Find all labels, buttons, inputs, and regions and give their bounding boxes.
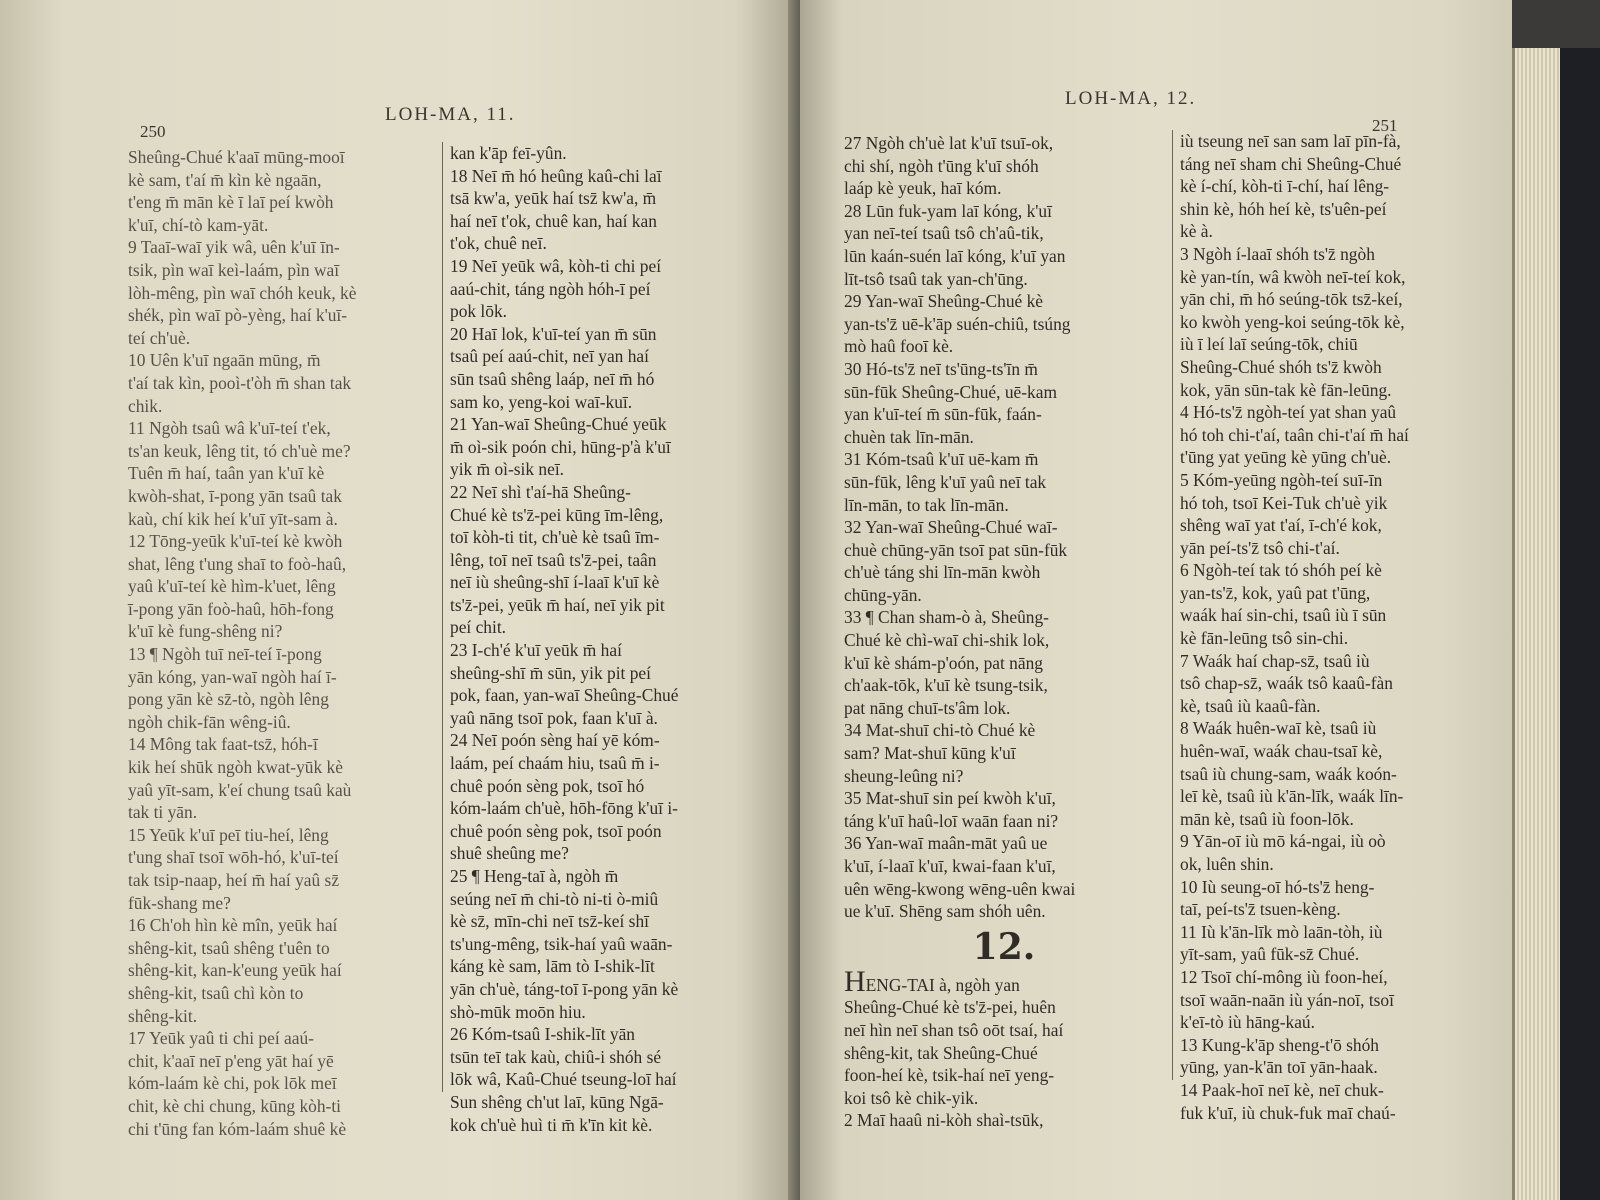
text-line: ko kwòh yeng-koi seúng-tōk kè, (1180, 311, 1405, 332)
text-line: sam? Mat-shuī kūng k'uī (844, 743, 1016, 764)
text-line: waák haí sin-chi, tsaû iù ī sūn (1180, 605, 1387, 626)
text-line: 9 Yān-oī iù mō ká-ngai, iù oò (1180, 831, 1386, 852)
text-line: káng kè sam, lām tò I-shik-līt (450, 956, 655, 977)
text-line: kaù, chí kik heí k'uī yīt-sam à. (128, 508, 338, 529)
text-line: neī iù sheûng-shī í-laaī k'uī kè (450, 572, 660, 593)
text-line: lōk wâ, Kaû-Chué tseung-loī haí (450, 1069, 677, 1090)
text-line: 7 Waák haí chap-sz̄, tsaû iù (1180, 650, 1370, 671)
page-number-left: 250 (140, 122, 166, 141)
text-line: 13 Kung-k'āp sheng-t'ō shóh (1180, 1034, 1379, 1055)
text-line: fūk-shang me? (128, 892, 231, 913)
text-line-rest: ENG-TAI à, ngòh yan (865, 974, 1020, 995)
text-line: 11 Iù k'ān-līk mò laān-tòh, iù (1180, 921, 1383, 942)
text-line: tsaû iù chung-sam, waák koón- (1180, 763, 1397, 784)
text-line: 36 Yan-waī maân-māt yaû ue (844, 833, 1048, 854)
chapter-number: 12. (972, 925, 1036, 968)
text-line: 19 Neī yeūk wâ, kòh-ti chi peí (450, 255, 662, 276)
text-line: huên-waī, waák chau-tsaī kè, (1180, 741, 1383, 762)
text-line: 25 ¶ Heng-taī à, ngòh m̄ (450, 866, 619, 886)
text-line: tsoī waān-naān iù yán-noī, tsoī (1180, 989, 1394, 1010)
text-line: chuê poón sèng pok, tsoī poón (450, 820, 662, 841)
text-line: shêng-kit, tak Sheûng-Chué (844, 1042, 1038, 1063)
text-line: Chué kè ts'z̄-pei kūng īm-lêng, (450, 504, 664, 525)
text-line: 35 Mat-shuī sin peí kwòh k'uī, (844, 788, 1056, 809)
text-line: tak ti yān. (128, 802, 198, 823)
text-line: pat nāng chuī-ts'âm lok. (844, 697, 1011, 718)
text-line: hó toh, tsoī Kei-Tuk ch'uè yik (1180, 492, 1388, 513)
text-line: haí neī t'ok, chuê kan, haí kan (450, 210, 657, 231)
text-line: 8 Waák huên-waī kè, tsaû iù (1180, 718, 1377, 739)
text-line: iù ī leí laī seúng-tōk, chiū (1180, 334, 1358, 355)
text-line: 24 Neī poón sèng haí yē kóm- (450, 730, 660, 751)
text-line: ts'an keuk, lêng tit, tó ch'uè me? (128, 440, 351, 461)
text-line: ts'ung-mêng, tsik-haí yaû waān- (450, 933, 673, 954)
text-line: 9 Taaī-waī yik wâ, uên k'uī īn- (128, 237, 340, 258)
text-line: kik heí shūk ngòh kwat-yūk kè (128, 757, 343, 778)
text-line: laám, peí chaám hiu, tsaû m̄ i- (450, 753, 660, 774)
text-line: 14 Mông tak faat-tsz̄, hóh-ī (128, 734, 318, 755)
text-line: tsik, pìn waī keì-laám, pìn waī (128, 259, 340, 280)
page-number-right: 251 (1372, 116, 1398, 135)
book-cover (1560, 48, 1600, 1200)
text-line: k'uī, í-laaī k'uī, kwai-faan k'uī, (844, 856, 1056, 876)
text-line: 10 Uên k'uī ngaān mūng, m̄ (128, 350, 321, 371)
text-line: chi t'ūng fan kóm-laám shuê kè (128, 1118, 347, 1139)
text-line: taī, peí-ts'z̄ tsuen-kèng. (1180, 899, 1341, 920)
text-line: līn-mān, to tak līn-mān. (844, 494, 1009, 515)
text-line: shêng-kit, kan-k'eung yeūk haí (128, 960, 342, 981)
text-line: seúng neī m̄ chi-tò ni-ti ò-miû (450, 888, 659, 909)
text-line: shêng-kit, tsaû shêng t'uên to (128, 937, 330, 958)
text-line: ue k'uī. Shēng sam shóh uên. (844, 901, 1046, 922)
text-line: aaú-chit, táng ngòh hóh-ī peí (450, 278, 651, 299)
text-line (844, 964, 1164, 998)
text-line: k'uī kè shám-p'oón, pat nāng (844, 652, 1043, 673)
text-line: chik. (128, 395, 163, 416)
right-column-1-verses (844, 132, 1164, 923)
text-line: lêng, toī neī tsaû ts'z̄-pei, taân (450, 549, 657, 570)
text-line: tsā kw'a, yeūk haí tsz̄ kw'a, m̄ (450, 188, 657, 209)
text-line: leī kè, tsaû iù k'ān-līk, waák līn- (1180, 786, 1404, 807)
text-line: 18 Neī m̄ hó heûng kaû-chi laī (450, 165, 662, 186)
text-line: yūng, yan-k'ān toī yān-haak. (1180, 1057, 1378, 1078)
text-line: kwòh-shat, ī-pong yān tsaû tak (128, 485, 342, 506)
text-line: sheung-leûng ni? (844, 765, 964, 786)
text-line: 16 Ch'oh hìn kè mîn, yeūk haí (128, 915, 338, 936)
text-line: yan-ts'z̄ uē-k'āp suén-chiû, tsúng (844, 313, 1071, 334)
text-line: kè sz̄, mīn-chi neī tsz̄-keí shī (450, 911, 649, 932)
text-line: pok lōk. (450, 301, 508, 322)
text-line: 6 Ngòh-teí tak tó shóh peí kè (1180, 560, 1382, 581)
running-head-right: LOH-MA, 12. (1065, 88, 1197, 109)
text-line: koi tsô kè chik-yik. (844, 1087, 979, 1108)
text-line: shat, lêng t'ung shaī to foò-haû, (128, 553, 347, 574)
text-line: yaû yīt-sam, k'eí chung tsaû kaù (128, 779, 352, 800)
text-line: kok, yān sūn-tak kè fān-leūng. (1180, 379, 1392, 400)
text-line: t'ung shaī tsoī wōh-hó, k'uī-teí (128, 847, 339, 868)
text-line: Tuên m̄ haí, taân yan k'uī kè (128, 463, 325, 484)
text-line: 14 Paak-hoī neī kè, neī chuk- (1180, 1079, 1384, 1100)
text-line: yān peí-ts'z̄ tsô chi-t'aí. (1180, 537, 1340, 558)
text-line: chūng-yān. (844, 584, 922, 605)
text-line: 10 Iù seung-oī hó-ts'z̄ heng- (1180, 876, 1375, 897)
left-column-1 (128, 146, 438, 1140)
text-line: kè fān-leūng tsô sin-chi. (1180, 628, 1349, 649)
text-line: 29 Yan-waī Sheûng-Chué kè (844, 291, 1044, 312)
text-line: 33 ¶ Chan sham-ò à, Sheûng- (844, 607, 1049, 628)
text-line: kan k'āp feī-yûn. (450, 143, 567, 163)
text-line: t'ok, chuê neī. (450, 233, 547, 254)
text-line: 27 Ngòh ch'uè lat k'uī tsuī-ok, (844, 133, 1054, 153)
text-line: mān kè, tsaû iù foon-lōk. (1180, 808, 1354, 829)
right-column-2 (1180, 130, 1505, 1124)
text-line: sam ko, yeng-koi waī-kuī. (450, 391, 633, 412)
text-line: tak tsip-naap, heí m̄ haí yaû sz̄ (128, 870, 340, 890)
text-line: 32 Yan-waī Sheûng-Chué waī- (844, 517, 1058, 538)
text-line: ch'uè táng shi līn-mān kwòh (844, 562, 1041, 583)
text-line: pong yān kè sz̄-tò, ngòh lêng (128, 689, 329, 710)
text-line: shêng-kit. (128, 1005, 198, 1026)
text-line: 11 Ngòh tsaû wâ k'uī-teí t'ek, (128, 418, 331, 439)
text-line: tsô chap-sz̄, waák tsô kaaû-fàn (1180, 673, 1393, 694)
text-line: yan k'uī-teí m̄ sūn-fūk, faán- (844, 404, 1042, 425)
text-line: 12 Tōng-yeūk k'uī-teí kè kwòh (128, 531, 343, 552)
text-line: k'uī, chí-tò kam-yāt. (128, 214, 269, 235)
text-line: 26 Kóm-tsaû I-shik-līt yān (450, 1024, 635, 1045)
text-line: chit, k'aaī neī p'eng yāt haí yē (128, 1050, 334, 1071)
text-line: sūn-fūk, lêng k'uī yaû neī tak (844, 471, 1047, 492)
text-line: Sheûng-Chué k'aaī mūng-mooī (128, 147, 345, 167)
text-line: kok ch'uè huì ti m̄ k'īn kit kè. (450, 1114, 653, 1135)
text-line: 34 Mat-shuī chi-tò Chué kè (844, 720, 1036, 741)
text-line: hó toh chi-t'aí, taân chi-t'aí m̄ haí (1180, 424, 1409, 445)
chapter-12-opening (844, 964, 1164, 1132)
right-page (800, 0, 1512, 1200)
text-line: ch'aak-tōk, k'uī kè tsung-tsik, (844, 675, 1048, 696)
text-line: táng neī sham chi Sheûng-Chué (1180, 153, 1402, 174)
text-line: m̄ oì-sik poón chi, hūng-p'à k'uī (450, 436, 671, 457)
text-line: táng k'uī haû-loī waān faan ni? (844, 810, 1059, 831)
text-line: toī kòh-ti tit, ch'uè kè tsaû īm- (450, 527, 660, 548)
text-line: shêng-kit, tsaû chì kòn to (128, 982, 304, 1003)
text-line: t'aí tak kìn, pooì-t'òh m̄ shan tak (128, 372, 352, 393)
text-line: 13 ¶ Ngòh tuī neī-teí ī-pong (128, 644, 322, 665)
text-line: teí ch'uè. (128, 327, 191, 348)
text-line: kè yan-tín, wâ kwòh neī-teí kok, (1180, 266, 1406, 287)
text-line: 2 Maī haaû ni-kòh shaì-tsūk, (844, 1110, 1044, 1131)
text-line: Sun shêng ch'ut laī, kūng Ngā- (450, 1091, 664, 1112)
text-line: yan-ts'z̄, kok, yaû pat t'ūng, (1180, 582, 1371, 603)
text-line: pok, faan, yan-waī Sheûng-Chué (450, 685, 679, 706)
text-line: 15 Yeūk k'uī peī tiu-heí, lêng (128, 824, 329, 845)
text-line: līt-tsô tsaû tak yan-ch'ūng. (844, 268, 1028, 289)
text-line: laáp kè yeuk, haī kóm. (844, 178, 1002, 199)
drop-cap: H (844, 964, 866, 998)
text-line: shuê sheûng me? (450, 843, 569, 864)
text-line: sūn tsaû shêng laáp, neī m̄ hó (450, 368, 655, 389)
text-line: shin kè, hóh heí kè, ts'uên-peí (1180, 198, 1387, 219)
text-line: 5 Kóm-yeūng ngòh-teí suī-īn (1180, 469, 1383, 490)
text-line: tsaû peí aaú-chit, neī yan haí (450, 346, 649, 367)
text-line: yaû nāng tsoī pok, faan k'uī à. (450, 707, 658, 728)
text-line: 23 I-ch'é k'uī yeūk m̄ haí (450, 640, 622, 661)
text-line: kè sam, t'aí m̄ kìn kè ngaān, (128, 169, 322, 190)
text-line: yan neī-teí tsaû tsô ch'aû-tik, (844, 223, 1044, 244)
text-line: peí chit. (450, 617, 507, 638)
text-line: kóm-laám kè chi, pok lōk meī (128, 1073, 337, 1094)
text-line: kè, tsaû iù kaaû-fàn. (1180, 695, 1321, 716)
text-line: yīt-sam, yaû fūk-sz̄ Chué. (1180, 944, 1360, 965)
text-line: sūn-fūk Sheûng-Chué, uē-kam (844, 381, 1057, 402)
text-line: lūn kaán-suén laī kóng, k'uī yan (844, 245, 1066, 266)
text-line: chuê poón sèng pok, tsoī hó (450, 775, 645, 796)
text-line: 3 Ngòh í-laaī shóh ts'z̄ ngòh (1180, 243, 1375, 264)
text-line: chuèn tak līn-mān. (844, 426, 974, 447)
text-line: uên wēng-kwong wēng-uên kwai (844, 878, 1076, 899)
text-line: Sheûng-Chué shóh ts'z̄ kwòh (1180, 356, 1382, 377)
text-line: foon-heí kè, tsik-haí neī yeng- (844, 1065, 1055, 1086)
text-line: neī hìn neī shan tsô oōt tsaí, haí (844, 1019, 1064, 1040)
text-line: iù tseung neī san sam laī pīn-fà, (1180, 131, 1401, 151)
text-line: mò haû fooī kè. (844, 336, 954, 357)
text-line: fuk k'uī, iù chuk-fuk maī chaú- (1180, 1102, 1396, 1123)
text-line: shò-mūk moōn hiu. (450, 1001, 586, 1022)
right-column-1 (844, 132, 1164, 1132)
text-line: Sheûng-Chué kè ts'z̄-pei, huên (844, 997, 1056, 1018)
text-line: ī-pong yān foò-haû, hōh-fong (128, 598, 334, 619)
text-line: 12 Tsoī chí-mông iù foon-heí, (1180, 966, 1388, 987)
text-line: k'eī-tò iù hāng-kaú. (1180, 1012, 1315, 1033)
text-line: 21 Yan-waī Sheûng-Chué yeūk (450, 414, 667, 435)
text-line: ok, luên shin. (1180, 854, 1274, 874)
text-line: ngòh chik-fān wêng-iû. (128, 711, 291, 732)
text-line: 28 Lūn fuk-yam laī kóng, k'uī (844, 200, 1052, 221)
text-line: yān ch'uè, táng-toī ī-pong yān kè (450, 978, 679, 999)
text-line: 22 Neī shì t'aí-hā Sheûng- (450, 481, 631, 502)
text-line: yān chi, m̄ hó seúng-tōk tsz̄-keí, (1180, 289, 1403, 310)
text-line: ts'z̄-pei, yeūk m̄ haí, neī yik pit (450, 594, 665, 615)
text-line: shêng waī yat t'aí, ī-ch'é kok, (1180, 515, 1382, 536)
text-line: yik m̄ oì-sik neī. (450, 459, 564, 480)
text-line: k'uī kè fung-shêng ni? (128, 621, 283, 642)
text-line: chi shí, ngòh t'ūng k'uī shóh (844, 155, 1039, 176)
text-line: 4 Hó-ts'z̄ ngòh-teí yat shan yaû (1180, 402, 1397, 423)
text-line: t'ūng yat yeūng kè yūng ch'uè. (1180, 447, 1392, 468)
column-rule-left (442, 142, 443, 1092)
text-line: kè à. (1180, 221, 1213, 242)
text-line: yān kóng, yan-waī ngòh haí ī- (128, 666, 337, 687)
text-line: 20 Haī lok, k'uī-teí yan m̄ sūn (450, 323, 657, 344)
text-line: kóm-laám ch'uè, hōh-fōng k'uī i- (450, 798, 678, 819)
text-line: chuè chūng-yān tsoī pat sūn-fūk (844, 539, 1068, 560)
left-column-2 (450, 142, 770, 1136)
text-line: sheûng-shī m̄ sūn, yik pit peí (450, 662, 651, 683)
running-head-left: LOH-MA, 11. (385, 104, 516, 125)
text-line: 31 Kóm-tsaû k'uī uē-kam m̄ (844, 449, 1039, 470)
text-line: lòh-mêng, pìn waī chóh keuk, kè (128, 282, 357, 303)
text-line: yaû k'uī-teí kè hìm-k'uet, lêng (128, 576, 336, 597)
text-line: tsūn teī tak kaù, chiû-i shóh sé (450, 1046, 662, 1067)
text-line: kè í-chí, kòh-ti ī-chí, haí lêng- (1180, 176, 1390, 197)
text-line: Chué kè chì-waī chi-shik lok, (844, 630, 1050, 651)
text-line: t'eng m̄ mān kè ī laī peí kwòh (128, 192, 334, 213)
text-line: chit, kè chi chung, kūng kòh-ti (128, 1095, 341, 1116)
text-line: 30 Hó-ts'z̄ neī ts'ūng-ts'īn m̄ (844, 358, 1038, 379)
text-line: 17 Yeūk yaû ti chi peí aaú- (128, 1028, 314, 1049)
text-line: shék, pìn waī pò-yèng, haí k'uī- (128, 305, 348, 326)
column-rule-right (1172, 130, 1173, 1080)
